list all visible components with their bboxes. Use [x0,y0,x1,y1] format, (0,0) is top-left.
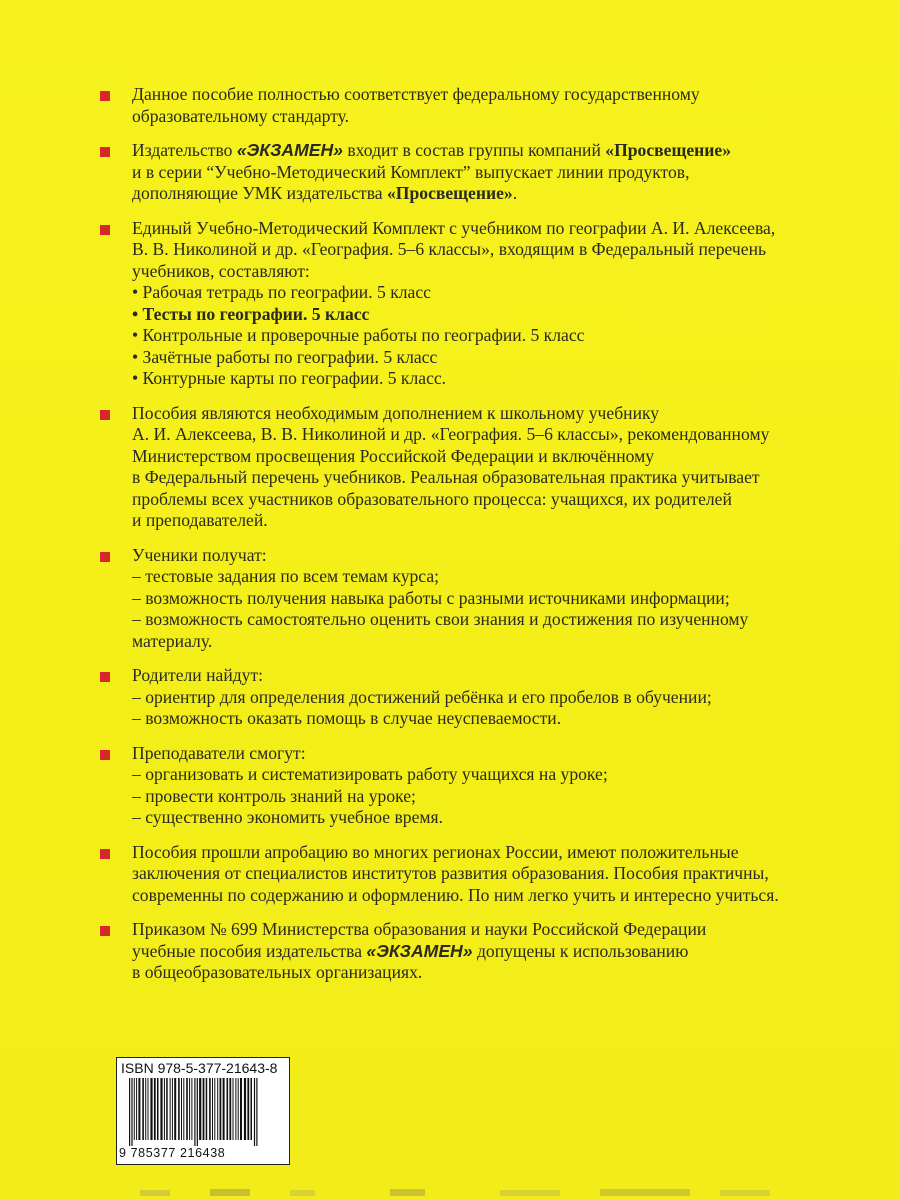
red-square-bullet-icon [100,410,110,420]
text-line [132,708,880,730]
barcode-bar [194,1078,195,1146]
barcode-image [125,1078,281,1146]
barcode-bar [145,1078,146,1140]
text-line [132,631,880,653]
text-segment: учебные пособия издательства [132,940,367,961]
barcode-bar [220,1078,222,1140]
red-square-bullet-icon [100,91,110,101]
paragraph-block [100,84,880,127]
barcode-bar [172,1078,173,1140]
text-line [132,962,880,984]
text-line [132,218,880,240]
text-line [132,106,880,128]
text-line [132,282,880,304]
barcode-bar [203,1078,205,1140]
barcode-bar [223,1078,225,1140]
barcode-bar [170,1078,171,1140]
text-line [132,467,880,489]
text-segment: образовательному стандарту. [132,105,350,126]
barcode-bar [164,1078,165,1140]
text-line [132,347,880,369]
text-line [132,743,880,765]
text-line [132,545,880,567]
barcode-bar [154,1078,156,1140]
barcode-digits: 9 785377 216438 [119,1146,226,1160]
paragraph-block [100,665,880,730]
text-line [132,84,880,106]
text-line [132,261,880,283]
barcode-bar [166,1078,168,1140]
barcode-bar [251,1078,253,1140]
barcode-bar [206,1078,208,1140]
text-line [132,510,880,532]
bottom-cut-edge [0,1186,900,1200]
text-line [132,162,880,184]
barcode-bar [227,1078,229,1140]
barcode-bar [240,1078,242,1140]
text-segment: Родители найдут: [132,665,264,685]
text-segment: «ЭКЗАМЕН» [366,940,473,961]
red-square-bullet-icon [100,849,110,859]
paragraph-block [100,743,880,829]
text-line [132,687,880,709]
barcode-bar [129,1078,130,1146]
text-segment: Пособия являются необходимым дополнением к школьному учебнику [132,402,660,423]
text-segment: • Контрольные и проверочные работы по географии. 5 класс [132,325,585,345]
text-segment: В. В. Николиной и др. «География. 5–6 классы», входящим в Федеральный перечень [132,239,767,259]
text-line [132,919,880,941]
text-segment: . [512,183,518,203]
text-segment: Данное пособие полностью соответствует федеральному государственному [132,84,700,104]
red-square-bullet-icon [100,672,110,682]
description-text [100,84,880,997]
barcode-bar [191,1078,192,1140]
text-segment: «Просвещение» [605,140,732,160]
text-segment: заключения от специалистов институтов развития образования. Пособия практичны, [132,863,769,883]
paragraph-block [100,842,880,907]
barcode-bar [233,1078,234,1140]
isbn-label: ISBN 978-5-377-21643-8 [121,1060,278,1076]
text-segment: – организовать и систематизировать работу учащихся на уроке; [132,764,608,784]
text-line [132,786,880,808]
red-square-bullet-icon [100,552,110,562]
text-segment: – возможность получения навыка работы с разными источниками информации; [132,587,730,608]
text-line [132,885,880,907]
barcode-bar [229,1078,231,1140]
red-square-bullet-icon [100,147,110,157]
text-segment: – возможность самостоятельно оценить свои знания и достижения по изученному [132,609,749,629]
text-line [132,446,880,468]
text-segment: – существенно экономить учебное время. [132,807,444,827]
text-segment: в Федеральный перечень учебников. Реальная образовательная практика учитывает [132,467,760,487]
barcode-bar [157,1078,159,1140]
text-line [132,807,880,829]
paragraph-block [100,403,880,532]
barcode-bar [181,1078,182,1140]
text-segment: Министерством просвещения Российской Федерации и включённому [132,445,655,466]
text-segment: «Просвещение» [387,183,513,203]
text-line [132,842,880,864]
text-line [132,566,880,588]
text-segment: Ученики получат: [132,544,267,565]
text-segment: • Зачётные работы по географии. 5 класс [132,346,438,367]
text-segment: • Контурные карты по географии. 5 класс. [132,368,447,388]
text-segment: Приказом № 699 Министерства образования и науки Российской Федерации [132,919,707,939]
barcode-bar [256,1078,257,1146]
text-segment: – тестовые задания по всем темам курса; [132,566,440,586]
text-segment: современны по содержанию и оформлению. По ним легко учить и интересно учиться. [132,884,779,905]
text-line [132,239,880,261]
barcode-bar [244,1078,246,1140]
text-line [132,588,880,610]
text-line [132,304,880,326]
barcode-bar [134,1078,135,1140]
barcode-bar [178,1078,180,1140]
text-segment: Преподаватели смогут: [132,742,306,763]
barcode-bar [142,1078,144,1140]
paragraph-block [100,919,880,984]
barcode-bar [136,1078,137,1140]
red-square-bullet-icon [100,750,110,760]
barcode-bar [148,1078,149,1140]
text-segment: и в серии “Учебно-Методический Комплект” выпускает линии продуктов, [132,161,690,182]
text-segment: Издательство [132,140,237,160]
text-line [132,764,880,786]
barcode-bar [189,1078,190,1140]
barcode-bar [247,1078,249,1140]
text-line [132,941,880,963]
text-segment: – возможность оказать помощь в случае неуспеваемости. [132,708,562,728]
text-segment: материалу. [132,630,213,651]
text-segment: проблемы всех участников образовательного процесса: учащихся, их родителей [132,488,732,509]
text-segment: в общеобразовательных организациях. [132,962,423,982]
text-segment: – провести контроль знаний на уроке; [132,785,416,806]
red-square-bullet-icon [100,926,110,936]
text-segment: • Рабочая тетрадь по географии. 5 класс [132,282,431,302]
text-segment: входит в состав группы компаний [342,140,606,160]
text-segment: «ЭКЗАМЕН» [236,140,343,160]
barcode-bar [238,1078,239,1140]
text-segment: учебников, составляют: [132,260,310,281]
text-line [132,609,880,631]
barcode-bar [131,1078,132,1146]
barcode-bar [199,1078,201,1140]
text-line [132,863,880,885]
isbn-barcode-box [116,1057,290,1165]
barcode-bar [160,1078,162,1140]
paragraph-block [100,140,880,205]
text-segment: Пособия прошли апробацию во многих регионах России, имеют положительные [132,841,739,862]
barcode-bar [212,1078,213,1140]
barcode-bar [214,1078,215,1140]
barcode-bar [183,1078,184,1140]
text-line [132,368,880,390]
barcode-bar [209,1078,211,1140]
red-square-bullet-icon [100,225,110,235]
text-segment: и преподавателей. [132,510,268,530]
text-line [132,183,880,205]
text-segment: – ориентир для определения достижений ребёнка и его пробелов в обучении; [132,686,712,707]
barcode-bar [235,1078,236,1140]
paragraph-block [100,218,880,390]
text-segment: Единый Учебно-Методический Комплект с учебником по географии А. И. Алексеева, [132,217,776,238]
barcode-bar [197,1078,198,1146]
text-segment: дополняющие УМК издательства [132,183,387,203]
barcode-bar [138,1078,140,1140]
text-line [132,140,880,162]
paragraph-block [100,545,880,653]
text-segment: А. И. Алексеева, В. В. Николиной и др. «География. 5–6 классы», рекомендованному [132,424,770,444]
text-line [132,424,880,446]
barcode-bar [186,1078,188,1140]
text-line [132,325,880,347]
barcode-bar [174,1078,176,1140]
text-line [132,403,880,425]
text-line [132,665,880,687]
text-segment: допущены к использованию [472,940,689,961]
text-line [132,489,880,511]
barcode-bar [254,1078,255,1146]
barcode-bar [150,1078,152,1140]
barcode-bar [217,1078,218,1140]
text-segment: • Тесты по географии. 5 класс [132,303,370,324]
